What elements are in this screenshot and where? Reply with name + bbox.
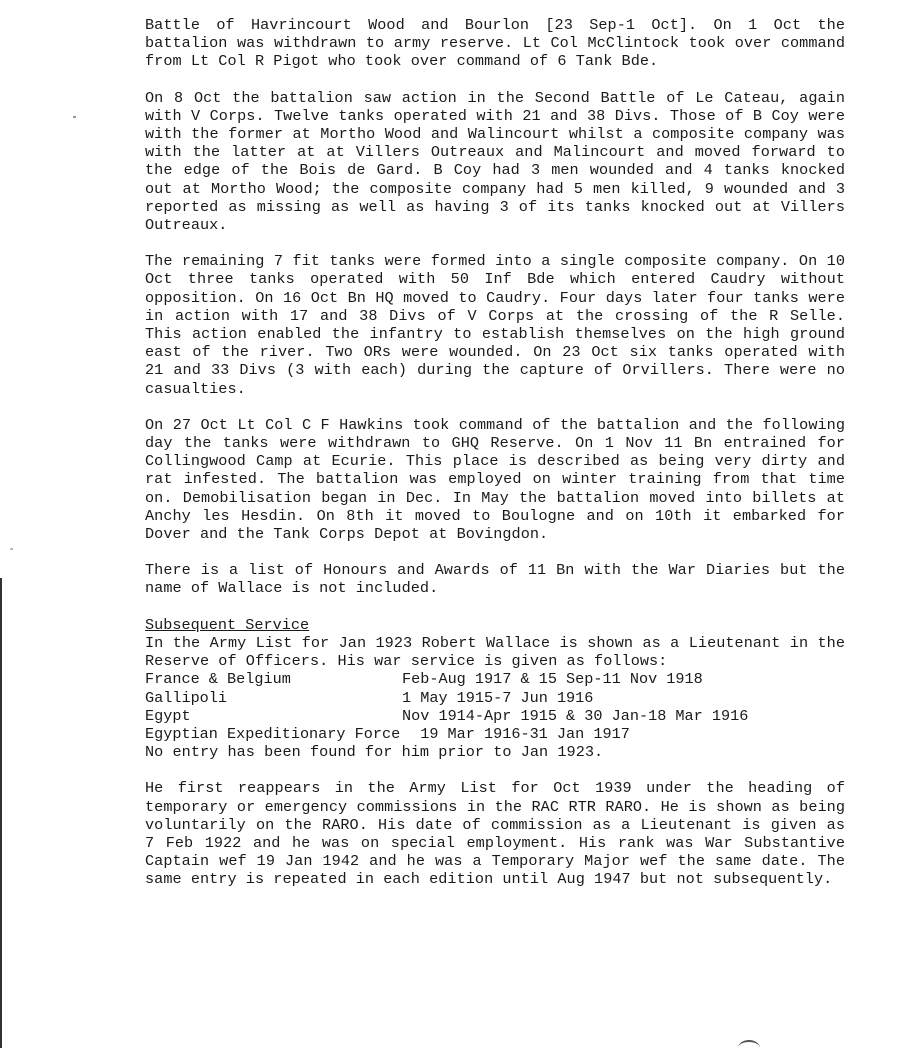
service-dates: 1 May 1915-7 Jun 1916 [402, 688, 594, 707]
service-dates: 19 Mar 1916-31 Jan 1917 [420, 724, 630, 743]
service-row [145, 689, 845, 707]
service-row [145, 725, 845, 743]
subsequent-service-section [145, 616, 845, 889]
service-place: Gallipoli [145, 688, 228, 707]
service-row [145, 670, 845, 688]
paragraph-army-list-1923: In the Army List for Jan 1923 Robert Wallace is shown as a Lieutenant in the Reserve of Officers. His war service is given as follows: [145, 633, 845, 671]
service-place: France & Belgium [145, 670, 291, 689]
paragraph-havrincourt: Battle of Havrincourt Wood and Bourlon [23 Sep-1 Oct]. On 1 Oct the battalion was withdrawn to army reserve. Lt Col McClintock took over command from Lt Col R Pigot who took over command of 6 Tank Bde. [145, 16, 845, 71]
service-dates: Nov 1914-Apr 1915 & 30 Jan-18 Mar 1916 [402, 706, 749, 725]
scan-mark [738, 1040, 760, 1056]
paragraph-honours: There is a list of Honours and Awards of 11 Bn with the War Diaries but the name of Wallace is not included. [145, 561, 845, 598]
service-dates: Feb-Aug 1917 & 15 Sep-11 Nov 1918 [402, 670, 703, 689]
section-heading: Subsequent Service [145, 615, 310, 634]
paragraph-le-cateau: On 8 Oct the battalion saw action in the Second Battle of Le Cateau, again with V Corps. Twelve tanks operated with 21 and 38 Divs. Those of B Coy were with the former at Mortho Wood and Walincourt whilst a composite company was with the latter at at Villers Outreaux and Malincourt and moved forward to the edge of the Bois de Gard. B Coy had 3 men wounded and 4 tanks knocked out at Mortho Wood; the composite company had 5 men killed, 9 wounded and 3 reported as missing as well as having 3 of its tanks knocked out at Villers Outreaux. [145, 88, 845, 235]
service-place: Egyptian Expeditionary Force [145, 724, 401, 743]
scan-edge-line [0, 578, 2, 1048]
margin-speck [10, 548, 13, 550]
paragraph-composite-company: The remaining 7 fit tanks were formed into a single composite company. On 10 Oct three tanks operated with 50 Inf Bde which entered Caudry without opposition. On 16 Oct Bn HQ moved to Caudry. Four days later four tanks were in action with 17 and 38 Divs of V Corps at the crossing of the R Selle. This action enabled the infantry to establish themselves on the high ground east of the river. Two ORs were wounded. On 23 Oct six tanks operated with 21 and 33 Divs (3 with each) during the capture of Orvillers. There were no casualties. [145, 252, 845, 398]
paragraph-army-list-1939: He first reappears in the Army List for Oct 1939 under the heading of temporary or emergency commissions in the RAC RTR RARO. He is shown as being voluntarily on the RARO. His date of commission as a Lieutenant is given as 7 Feb 1922 and he was on special employment. His rank was War Substantive Captain wef 19 Jan 1942 and he was a Temporary Major wef the same date. The same entry is repeated in each edition until Aug 1947 but not subsequently. [145, 779, 845, 889]
document-page [145, 16, 845, 907]
paragraph-hawkins-command: On 27 Oct Lt Col C F Hawkins took command of the battalion and the following day the tanks were withdrawn to GHQ Reserve. On 1 Nov 11 Bn entrained for Collingwood Camp at Ecurie. This place is described as being very dirty and rat infested. The battalion was employed on winter training from that time on. Demobilisation began in Dec. In May the battalion moved into billets at Anchy les Hesdin. On 8th it moved to Boulogne and on 10th it embarked for Dover and the Tank Corps Depot at Bovingdon. [145, 415, 845, 544]
margin-speck [73, 116, 76, 118]
war-service-list [145, 670, 845, 743]
service-row [145, 707, 845, 725]
service-place: Egypt [145, 706, 191, 725]
no-entry-note: No entry has been found for him prior to Jan 1923. [145, 743, 604, 762]
